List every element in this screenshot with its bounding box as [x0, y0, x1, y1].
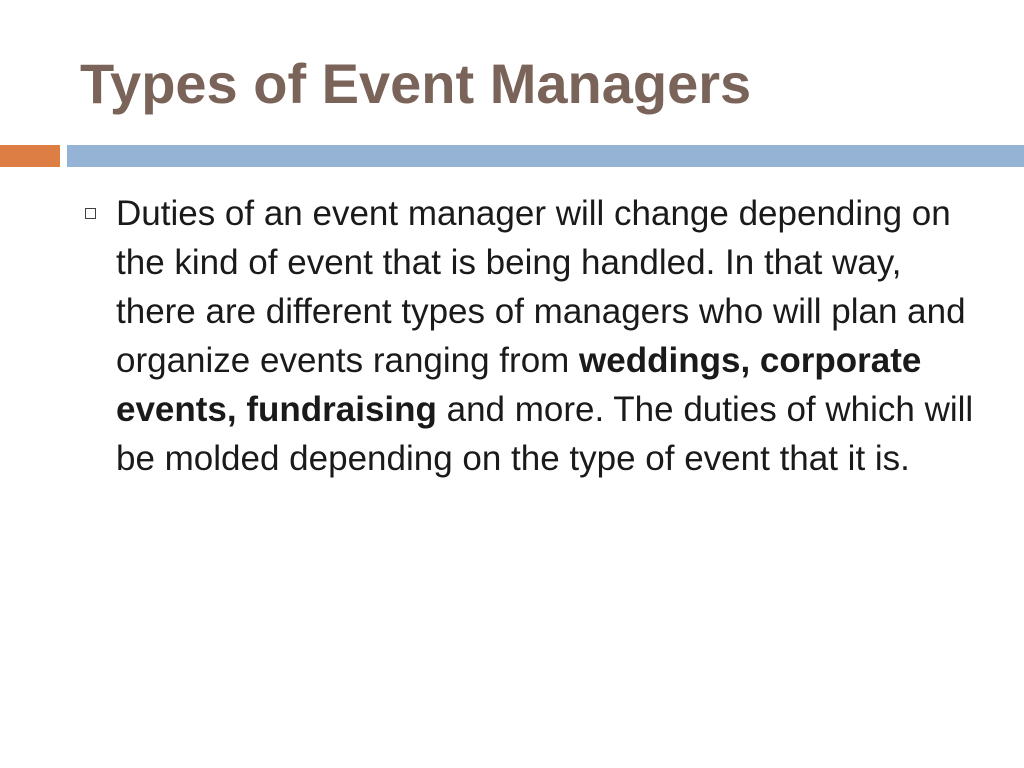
title-accent-bar [0, 145, 60, 167]
title-rule-bar [67, 145, 1024, 167]
bullet-item [0, 189, 976, 483]
bullet-text [116, 189, 976, 483]
bullet-text-after-bold: and more. The duties of which will be molded depending on the type of event that it is. [116, 390, 974, 478]
bullet-list [0, 189, 976, 483]
bullet-bold-text: weddings, corporate events, fundraising [116, 341, 922, 429]
bullet-text-before-bold: Duties of an event manager will change depending on the kind of event that is being handled. In that way, there are different types of managers who will plan and organize events ranging from [116, 194, 966, 380]
hollow-square-bullet-icon [85, 208, 96, 219]
slide-title: Types of Event Managers [80, 52, 752, 115]
